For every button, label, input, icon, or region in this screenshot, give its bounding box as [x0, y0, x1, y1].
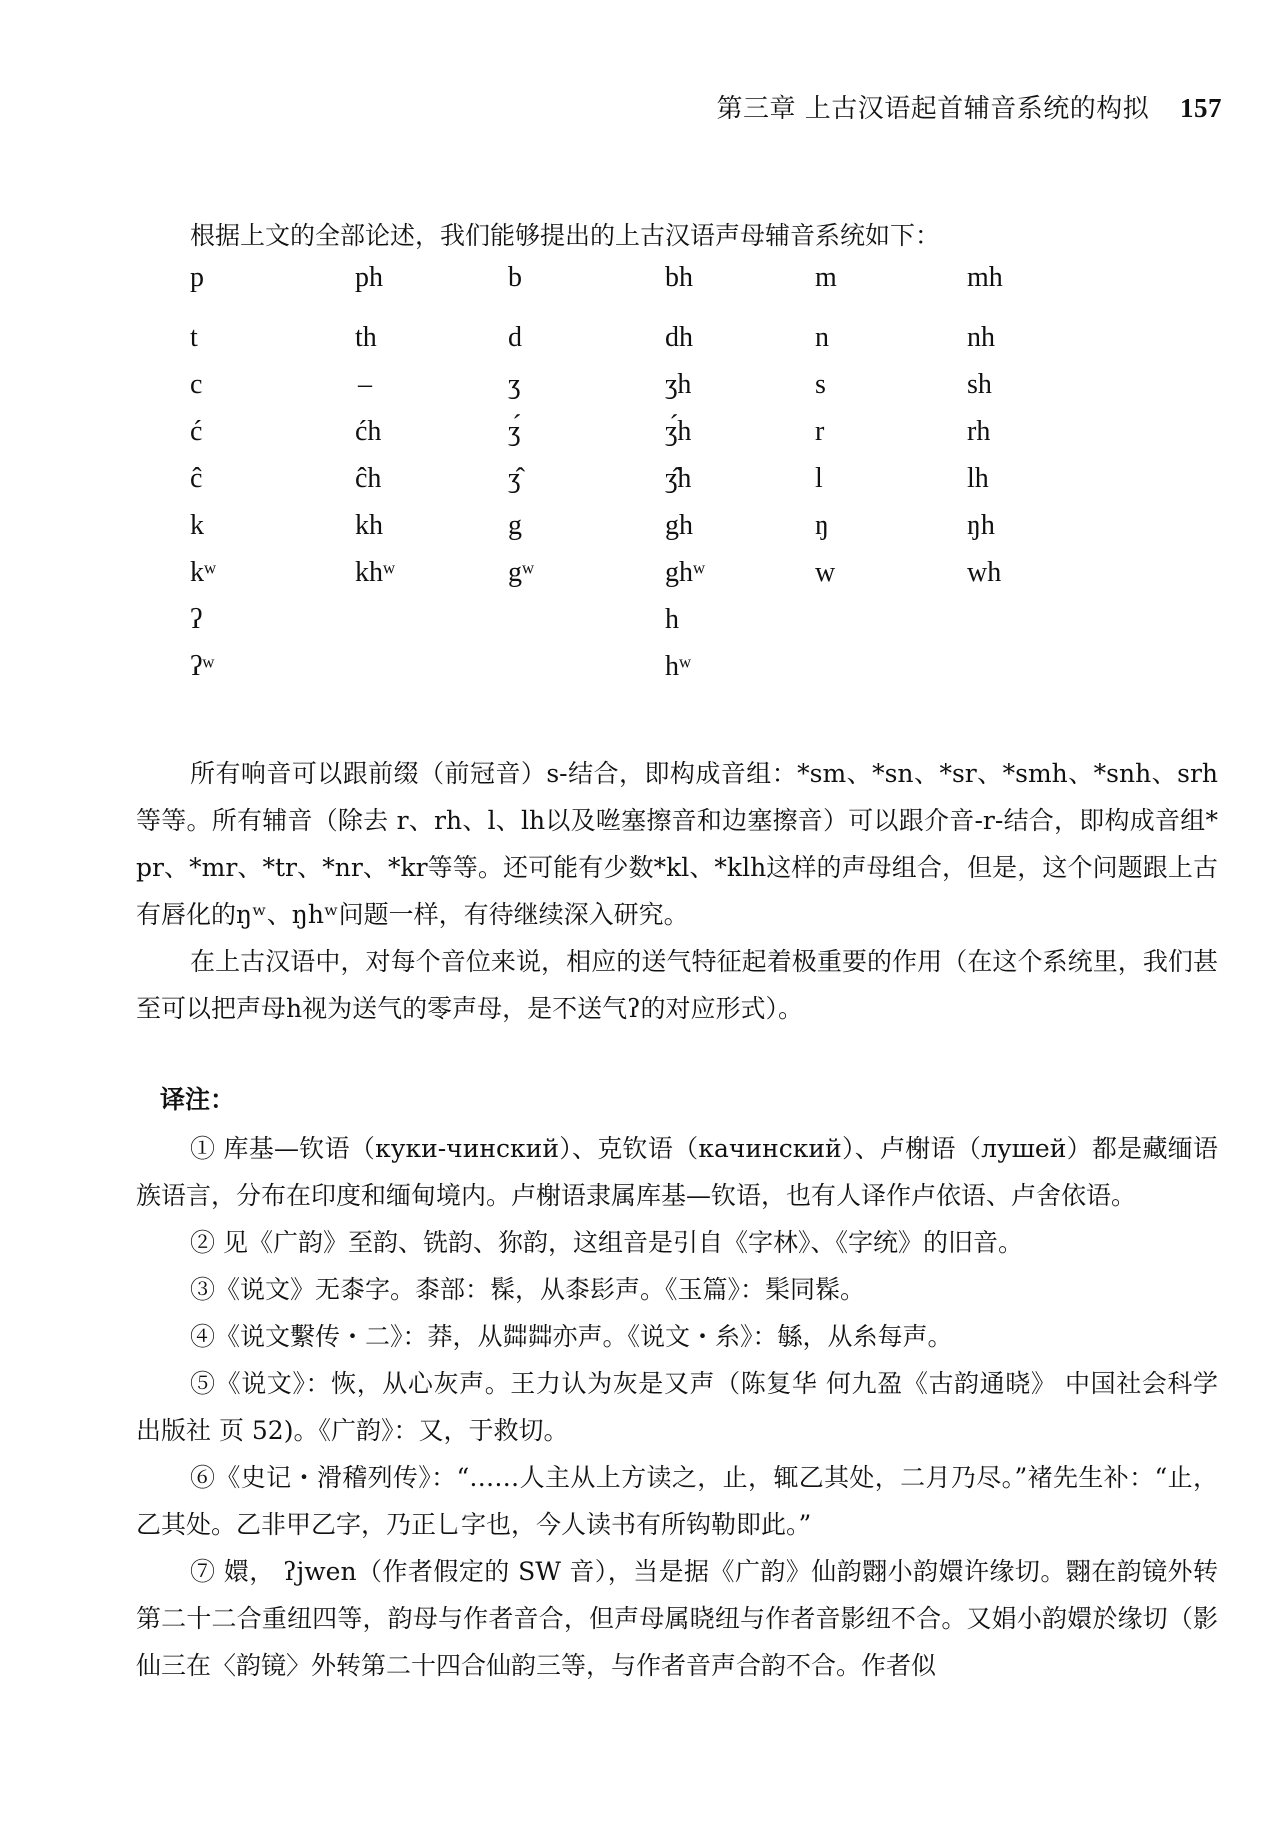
table-cell: khʷ — [355, 557, 395, 588]
table-cell: k — [190, 510, 204, 541]
table-cell: ʔʷ — [190, 651, 215, 682]
table-cell: c — [190, 369, 203, 400]
table-cell: p — [190, 262, 204, 293]
translator-notes — [136, 1125, 1218, 1689]
note-item: ⑥《史记・滑稽列传》：“……人主从上方读之，止，辄乙其处，二月乃尽。”褚先生补：“止，乙其处。乙非甲乙字，乃正乚字也，今人读书有所钩勒即此。” — [136, 1463, 1218, 1539]
table-cell: kh — [355, 510, 383, 541]
note-item: ① 库基—钦语（куки-чинский）、克钦语（качинский）、卢榭语（лушей）都是藏缅语族语言，分布在印度和缅甸境内。卢榭语隶属库基—钦语，也有人译作卢依语、卢舍依语。 — [136, 1134, 1218, 1210]
table-cell: ʒ́ — [508, 416, 521, 447]
table-cell: d — [508, 322, 522, 353]
table-cell: ʔ — [190, 604, 203, 635]
table-cell: m — [815, 262, 837, 293]
table-cell: ʒ — [508, 369, 521, 400]
table-cell: ćh — [355, 416, 382, 447]
note-item: ⑦ 嬛， ʔjwen（作者假定的 SW 音），当是据《广韵》仙韵翾小韵嬛许缘切。翾在韵镜外转第二十二合重纽四等，韵母与作者音合，但声母属晓纽与作者音影纽不合。又娟小韵嬛於缘切（影仙三在〈韵镜〉外转第二十四合仙韵三等，与作者音声合韵不合。作者似 — [136, 1557, 1218, 1680]
page-number: 157 — [1180, 93, 1222, 123]
table-cell: sh — [967, 369, 992, 400]
table-cell: kʷ — [190, 557, 216, 588]
table-cell: t — [190, 322, 198, 353]
table-cell: s — [815, 369, 826, 400]
table-cell: ŋ — [815, 510, 829, 541]
table-cell: g — [508, 510, 522, 541]
table-cell: w — [815, 557, 836, 588]
table-cell: ŋh — [967, 510, 995, 541]
table-cell: b — [508, 262, 522, 293]
table-cell: ʒ̂ — [508, 463, 521, 494]
table-cell: gh — [665, 510, 693, 541]
table-cell: ĉh — [355, 463, 382, 494]
table-cell: nh — [967, 322, 995, 353]
table-cell: ph — [355, 262, 383, 293]
table-cell: wh — [967, 557, 1002, 588]
paragraph: 所有响音可以跟前缀（前冠音）s-结合，即构成音组：*sm、*sn、*sr、*smh、*snh、srh等等。所有辅音（除去 r、rh、l、lh以及咝塞擦音和边塞擦音）可以跟介音-r-结合，即构成音组*pr、*mr、*tr、*nr、*kr等等。还可能有少数*kl、*klh这样的声母组合，但是，这个问题跟上古有唇化的ŋʷ、ŋhʷ问题一样，有待继续深入研究。 — [136, 759, 1218, 929]
table-cell: r — [815, 416, 825, 447]
table-cell: dh — [665, 322, 693, 353]
table-cell: ghʷ — [665, 557, 705, 588]
note-item: ④《说文繫传・二》：莽，从茻茻亦声。《说文・糸》：緐，从糸每声。 — [190, 1322, 953, 1351]
table-cell: th — [355, 322, 377, 353]
table-cell: ʒ̂h — [665, 463, 692, 494]
table-cell: lh — [967, 463, 989, 494]
table-cell: ć — [190, 416, 203, 447]
table-cell: mh — [967, 262, 1003, 293]
running-header — [716, 88, 1222, 125]
table-cell: rh — [967, 416, 991, 447]
note-item: ② 见《广韵》至韵、铣韵、狝韵，这组音是引自《字林》、《字统》的旧音。 — [190, 1228, 1023, 1257]
table-cell: l — [815, 463, 823, 494]
table-cell: n — [815, 322, 829, 353]
table-cell: ʒ́h — [665, 416, 692, 447]
paragraph: 在上古汉语中，对每个音位来说，相应的送气特征起着极重要的作用（在这个系统里，我们甚至可以把声母h视为送气的零声母，是不送气ʔ的对应形式）。 — [136, 947, 1218, 1023]
table-cell: – — [358, 369, 372, 400]
table-cell: bh — [665, 262, 693, 293]
note-item: ⑤《说文》：恢，从心灰声。王力认为灰是又声（陈复华 何九盈《古韵通晓》 中国社会科学出版社 页 52)。《广韵》：又，于救切。 — [136, 1369, 1218, 1445]
table-cell: hʷ — [665, 651, 691, 682]
note-item: ③《说文》无桼字。桼部：髹，从桼髟声。《玉篇》：髤同髹。 — [190, 1275, 866, 1304]
table-cell: ʒh — [665, 369, 692, 400]
table-cell: h — [665, 604, 679, 635]
table-cell: ĉ — [190, 463, 203, 494]
notes-heading: 译注： — [160, 1085, 236, 1114]
intro-sentence: 根据上文的全部论述，我们能够提出的上古汉语声母辅音系统如下： — [190, 221, 941, 250]
body-text — [136, 750, 1218, 1032]
table-cell: gʷ — [508, 557, 534, 588]
chapter-title: 第三章 上古汉语起首辅音系统的构拟 — [716, 94, 1150, 124]
